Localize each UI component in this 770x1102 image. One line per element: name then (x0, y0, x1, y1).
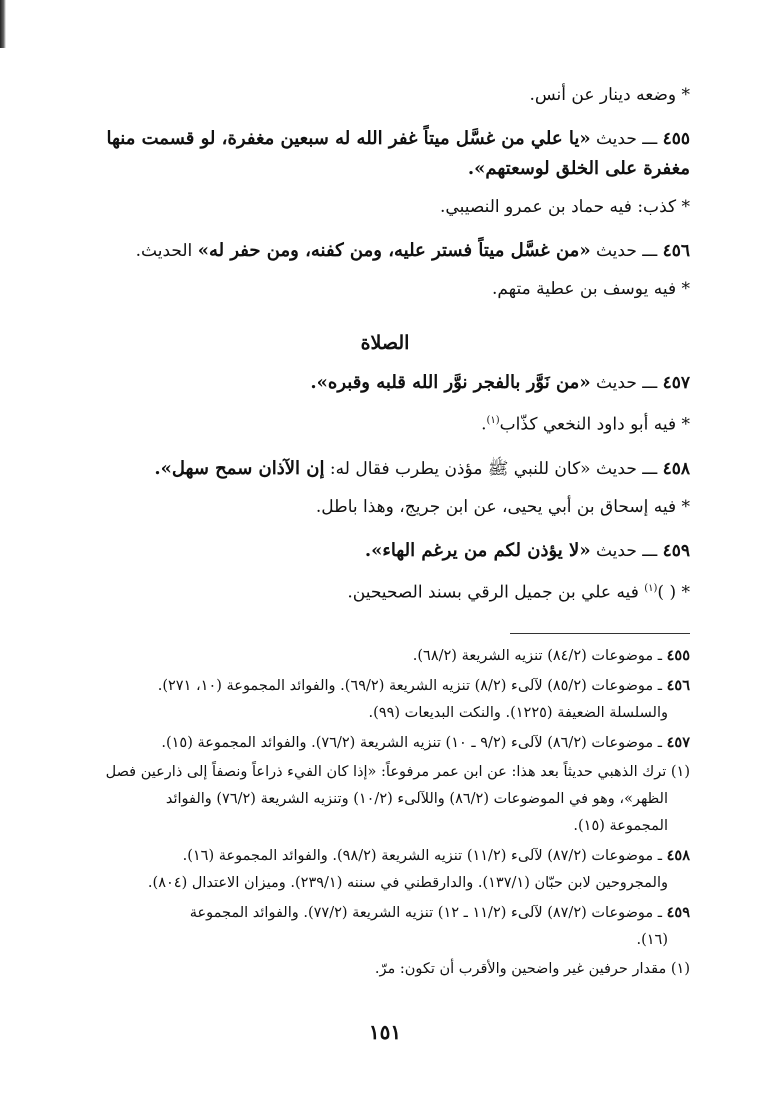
footnotes (80, 642, 690, 985)
note-start: * ( ) (657, 582, 690, 603)
hadith-number: ٤٥٧ (662, 373, 690, 393)
footnote-1b (80, 956, 690, 983)
footnote-text: مقدار حرفين غير واضحين والأقرب أن تكون: مرّ. (374, 961, 667, 977)
footnote-ref: (١) (644, 582, 658, 594)
hadith-prefix: ـــ حديث (595, 241, 658, 261)
hadith-prefix: ـــ حديث (595, 373, 658, 393)
footnote-number: ٤٥٦ (666, 677, 690, 694)
footnote-459 (80, 899, 690, 954)
footnote-number: ٤٥٩ (666, 904, 690, 921)
footnote-456 (80, 672, 690, 727)
footnote-ref: (١) (486, 415, 500, 426)
note-459 (80, 574, 690, 608)
hadith-text: «لا يؤذن لكم من يرغم الهاء». (364, 539, 591, 561)
footnote-number: (١) (670, 764, 690, 780)
footnote-text: ـ موضوعات (٨٧/٢) لآلىء (١١/٢) تنزيه الشريعة (٩٨/٢). والفوائد المجموعة (١٦). (182, 848, 663, 864)
footnote-1a (80, 759, 690, 840)
hadith-prefix: ـــ حديث (595, 129, 658, 149)
footnote-text: ـ موضوعات (٨٤/٢) تنزيه الشريعة (٦٨/٢). (412, 648, 663, 664)
hadith-number: ٤٥٥ (662, 129, 690, 149)
note-end: فيه علي بن جميل الرقي بسند الصحيحين. (347, 582, 645, 603)
intro-note: * وضعه دينار عن أنس. (529, 85, 690, 105)
page-number: ١٥١ (368, 1020, 402, 1044)
footnote-text: ـ موضوعات (٨٥/٢) لآلىء (٨/٢) تنزيه الشريعة (٦٩/٢). والفوائد المجموعة (١٠، ٢٧١). (157, 678, 663, 694)
hadith-number: ٤٥٦ (662, 241, 690, 261)
footnote-number: ٤٥٨ (666, 847, 690, 864)
footnote-457 (80, 729, 690, 757)
note-456: * فيه يوسف بن عطية متهم. (491, 279, 690, 299)
note-text: * فيه أبو داود النخعي كذّاب (499, 414, 690, 435)
main-text (80, 72, 690, 621)
note-457 (80, 406, 690, 440)
footnote-text: ترك الذهبي حديثاً بعد هذا: عن ابن عمر مرفوعاً: «إذا كان الفيء ذراعاً ونصفاً إلى ذارعين فصل (105, 764, 667, 780)
hadith-prefix: ـــ حديث (595, 540, 658, 561)
hadith-prefix: ـــ حديث (595, 458, 658, 479)
footnote-number: ٤٥٥ (666, 647, 690, 664)
hadith-456 (80, 236, 690, 266)
footnote-number: ٤٥٧ (666, 734, 690, 751)
hadith-text: «يا علي من غسَّل ميتاً غفر الله له سبعين مغفرة، لو قسمت منها مغفرة على الخلق لوسعتهم». (106, 128, 690, 179)
footnote-continuation: الظهر»، وهو في الموضوعات (٨٦/٢) واللآلىء (١٠/٢) وتنزيه الشريعة (٧٦/٢) والفوائد (165, 791, 668, 807)
footnote-text: ـ موضوعات (٨٦/٢) لآلىء (٩/٢ ـ ١٠) تنزيه الشريعة (٧٦/٢). والفوائد المجموعة (١٥). (161, 735, 663, 751)
hadith-suffix: الحديث. (135, 241, 198, 261)
footnote-continuation: المجموعة (١٥). (573, 818, 668, 834)
footnote-continuation: والمجروحين لابن حبّان (١٣٧/١). والدارقطني في سننه (٢٣٩/١). وميزان الاعتدال (٨٠٤). (147, 875, 668, 891)
hadith-number: ٤٥٩ (662, 540, 690, 561)
hadith-number: ٤٥٨ (662, 458, 690, 479)
footnote-continuation: (١٦). (636, 932, 668, 948)
section-title: الصلاة (360, 332, 410, 354)
hadith-455 (80, 124, 690, 184)
footnote-divider (510, 633, 690, 634)
note-455: * كذب: فيه حماد بن عمرو النصيبي. (440, 197, 690, 217)
hadith-text: «من غسَّل ميتاً فستر عليه، ومن كفنه، ومن حفر له» (197, 240, 591, 261)
hadith-text: «من نَوَّر بالفجر نوَّر الله قلبه وقبره». (310, 372, 591, 393)
note-458: * فيه إسحاق بن أبي يحيى، عن ابن جريج، وهذا باطل. (315, 496, 690, 517)
footnote-continuation: والسلسلة الضعيفة (١٢٢٥). والنكت البديعات (٩٩). (368, 705, 668, 721)
hadith-459 (80, 536, 690, 566)
footnote-458 (80, 842, 690, 897)
footnote-455 (80, 642, 690, 670)
footnote-number: (١) (670, 961, 690, 977)
hadith-458 (80, 454, 690, 484)
note-end: . (481, 414, 487, 435)
scan-edge-mark (0, 0, 6, 48)
hadith-text: إن الآذان سمح سهل». (154, 457, 325, 479)
hadith-457 (80, 368, 690, 398)
hadith-plain: «كان للنبي ﷺ مؤذن يطرب فقال له: (324, 458, 591, 479)
footnote-text: ـ موضوعات (٨٧/٢) لآلىء (١١/٢ ـ ١٢) تنزيه الشريعة (٧٧/٢). والفوائد المجموعة (189, 905, 663, 921)
